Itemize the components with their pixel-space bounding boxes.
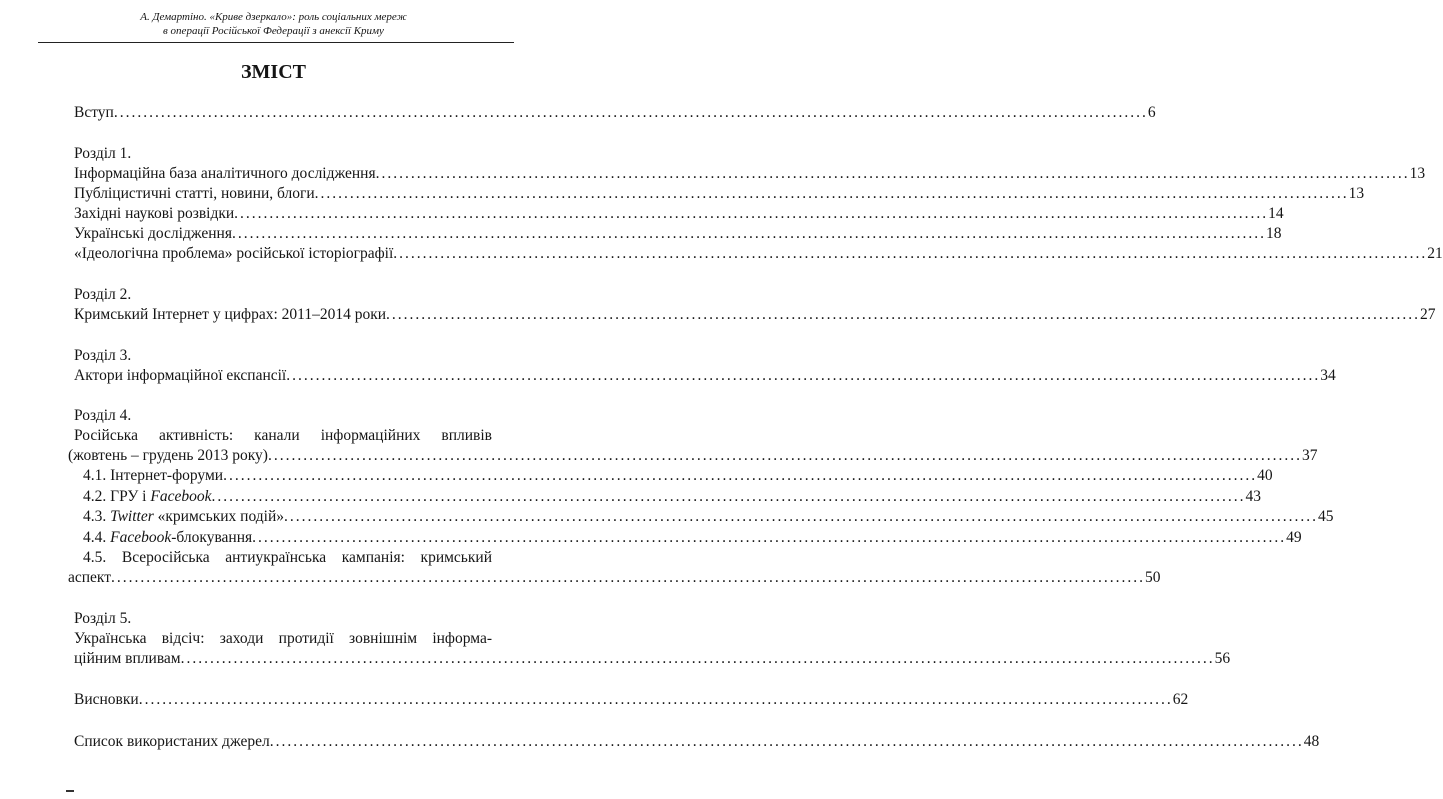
entry-italic: Facebook [110, 529, 172, 546]
dot-leader: ................................................................................................................................................................................ [180, 650, 1215, 667]
dot-leader: ................................................................................................................................................................................ [314, 185, 1349, 202]
toc-entry-text: 4.1. Інтернет-форуми [83, 467, 224, 484]
toc-subentry[interactable] [83, 487, 1261, 506]
toc-entry-text: Західні наукові розвідки [74, 205, 235, 222]
dot-leader: ................................................................................................................................................................................ [375, 165, 1410, 182]
toc-entry-text: Публіцистичні статті, новини, блоги [74, 185, 315, 202]
section-2-heading: Розділ 2. [74, 286, 132, 303]
section-4-title-line-1[interactable]: Російська активність: канали інформаційних впливів [74, 427, 492, 444]
running-head-line-2: в операції Російської Федерації з анексії Криму [163, 25, 384, 37]
toc-entry[interactable] [74, 366, 1336, 385]
entry-prefix: 4.3. [83, 508, 111, 525]
toc-entry[interactable] [74, 224, 1282, 243]
page-number: 50 [1145, 569, 1161, 586]
toc-subentry-4-5-line-1[interactable]: 4.5. Всеросійська антиукраїнська кампанія: кримський [83, 549, 492, 566]
dot-leader: ................................................................................................................................................................................ [284, 508, 1319, 525]
section-1-heading: Розділ 1. [74, 145, 132, 162]
running-head-line-1: А. Демартіно. «Криве дзеркало»: роль соціальних мереж [140, 11, 407, 23]
toc-entry[interactable] [74, 305, 1436, 324]
page-number: 62 [1172, 691, 1189, 708]
toc-subentry-4-5-line-2[interactable] [68, 568, 1161, 587]
toc-entry-text [83, 487, 211, 506]
toc-entry-text: аспект [68, 569, 112, 586]
page-number: 13 [1348, 185, 1365, 202]
toc-entry-text: ційним впливам [74, 650, 181, 667]
toc-title: ЗМІСТ [241, 61, 306, 83]
page-number: 49 [1286, 529, 1302, 546]
page-number: 40 [1257, 467, 1273, 484]
entry-italic: Facebook [150, 488, 212, 505]
section-5-title-line-1[interactable]: Українська відсіч: заходи протидії зовнішнім інформа- [74, 630, 492, 647]
toc-subentry[interactable] [83, 507, 1334, 526]
dot-leader: ................................................................................................................................................................................ [286, 367, 1321, 384]
toc-entry-text: Українські дослідження [74, 225, 232, 242]
dot-leader: ................................................................................................................................................................................ [138, 691, 1173, 708]
page-number: 13 [1409, 165, 1426, 182]
page-number: 21 [1427, 245, 1443, 262]
page-number: 27 [1420, 306, 1436, 323]
toc-entry-conclusions[interactable] [74, 690, 1189, 709]
dot-leader: ................................................................................................................................................................................ [113, 104, 1148, 121]
page-number: 43 [1245, 488, 1261, 505]
toc-entry-intro[interactable] [74, 103, 1156, 122]
page-number: 6 [1147, 104, 1156, 121]
header-rule [38, 42, 514, 43]
section-3-heading: Розділ 3. [74, 347, 132, 364]
page-number: 56 [1214, 650, 1231, 667]
entry-suffix: -блокування [171, 529, 253, 546]
toc-entry-text: Актори інформаційної експансії [74, 367, 287, 384]
dot-leader: ................................................................................................................................................................................ [234, 205, 1269, 222]
entry-italic: Twitter [110, 508, 154, 525]
dot-leader: ................................................................................................................................................................................ [252, 529, 1287, 546]
toc-entry-text [83, 528, 252, 547]
section-4-title-line-2[interactable] [68, 446, 1318, 465]
section-5-title-line-2[interactable] [74, 649, 1231, 668]
toc-entry-text: Кримський Інтернет у цифрах: 2011–2014 роки [74, 306, 387, 323]
entry-prefix: 4.4. [83, 529, 111, 546]
dot-leader: ................................................................................................................................................................................ [386, 306, 1421, 323]
section-5-heading: Розділ 5. [74, 610, 132, 627]
page-number: 34 [1320, 367, 1336, 384]
dot-leader: ................................................................................................................................................................................ [393, 245, 1428, 262]
toc-entry-text: Висновки [74, 691, 139, 708]
dot-leader: ................................................................................................................................................................................ [223, 467, 1258, 484]
toc-entry[interactable] [74, 204, 1284, 223]
dot-leader: ................................................................................................................................................................................ [211, 488, 1246, 505]
dot-leader: ................................................................................................................................................................................ [267, 447, 1302, 464]
toc-subentry[interactable] [83, 466, 1273, 485]
toc-entry-text [83, 507, 284, 526]
dot-leader: ................................................................................................................................................................................ [111, 569, 1146, 586]
page-edge-mark [66, 790, 74, 792]
toc-entry[interactable] [74, 164, 1426, 183]
section-4-heading: Розділ 4. [74, 407, 132, 424]
page-number: 14 [1268, 205, 1284, 222]
toc-entry[interactable] [74, 244, 1443, 263]
entry-suffix: «кримських подій» [153, 508, 285, 525]
toc-entry-text: (жовтень – грудень 2013 року) [68, 447, 268, 464]
dot-leader: ................................................................................................................................................................................ [269, 733, 1304, 750]
toc-entry-text: Список використаних джерел [74, 733, 270, 750]
toc-entry-text: Вступ [74, 104, 114, 121]
page-number: 45 [1318, 508, 1334, 525]
toc-entry-text: «Ідеологічна проблема» російської історіографії [74, 245, 394, 262]
page-number: 18 [1265, 225, 1282, 242]
entry-prefix: 4.2. ГРУ і [83, 488, 151, 505]
toc-entry-text: Інформаційна база аналітичного дослідження [74, 165, 376, 182]
page-number: 48 [1303, 733, 1320, 750]
toc-entry-sources[interactable] [74, 732, 1320, 751]
toc-entry[interactable] [74, 184, 1365, 203]
page-number: 37 [1301, 447, 1318, 464]
toc-subentry[interactable] [83, 528, 1302, 547]
dot-leader: ................................................................................................................................................................................ [231, 225, 1266, 242]
